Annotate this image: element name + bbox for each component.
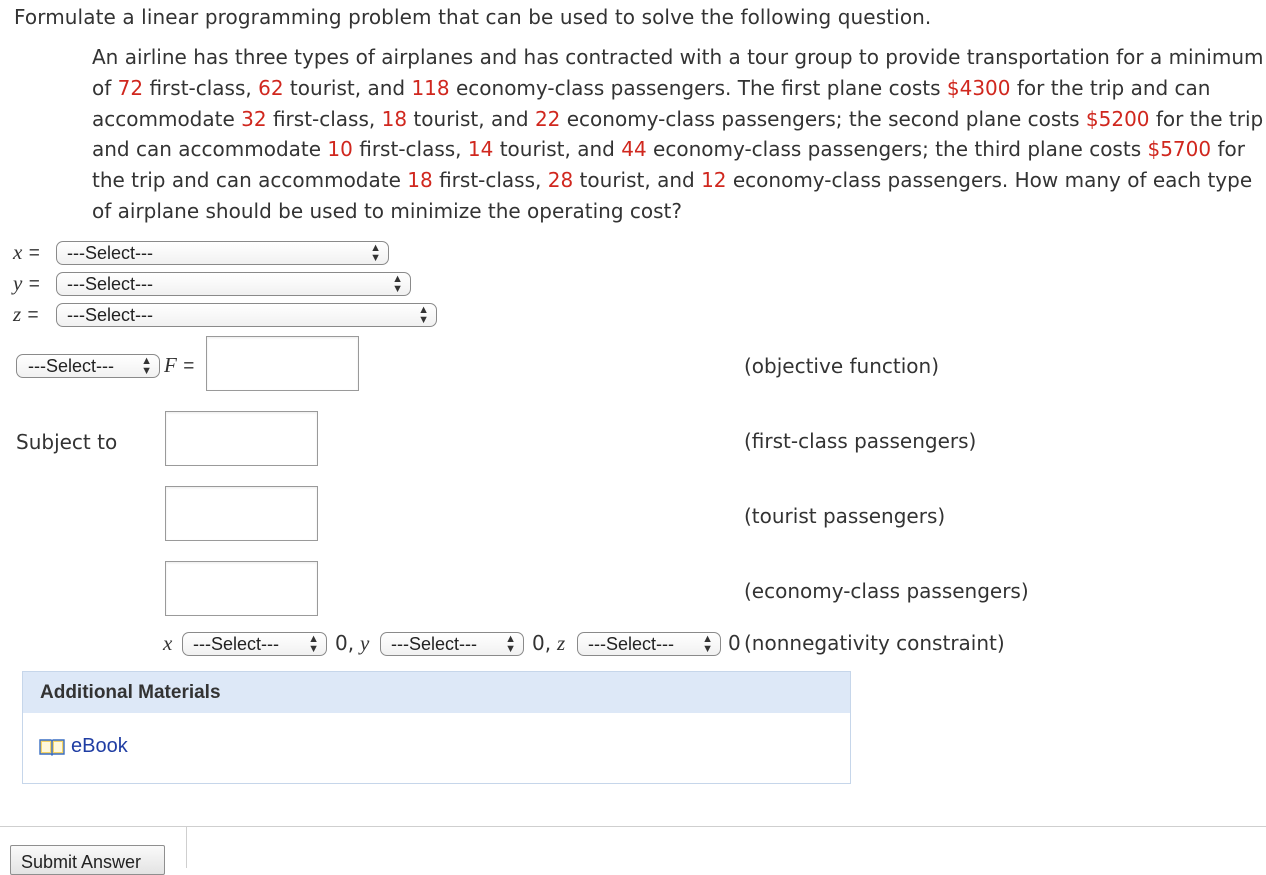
select-arrows-icon: ▲ ▼ <box>370 242 381 264</box>
problem-text: tourist, and <box>283 75 412 100</box>
constraint-tourist-input[interactable] <box>165 486 318 541</box>
problem-value: 22 <box>534 106 561 131</box>
nonneg-z-select[interactable] <box>577 632 721 656</box>
problem-value: 72 <box>117 75 144 100</box>
var-x-select[interactable] <box>56 241 389 265</box>
problem-text: for the trip and can accommodate <box>92 75 1211 131</box>
var-y-equals: = <box>28 274 40 295</box>
problem-value: 18 <box>407 168 433 193</box>
nonneg-y-select[interactable] <box>380 632 524 656</box>
objective-select-value: ---Select--- <box>28 356 114 376</box>
divider <box>0 826 1266 827</box>
problem-value: 14 <box>467 137 494 162</box>
problem-value: $5200 <box>1085 106 1150 131</box>
problem-text: for the trip and can accommodate <box>92 106 1264 162</box>
problem-text: first-class, <box>432 168 548 193</box>
problem-value: 62 <box>258 75 284 100</box>
problem-value: 10 <box>327 137 353 162</box>
var-z-symbol: z <box>13 302 22 326</box>
additional-materials-panel <box>22 671 851 784</box>
nonneg-zero-1: 0, <box>335 631 355 655</box>
nonneg-zero-2: 0, <box>532 631 552 655</box>
problem-value: 118 <box>411 75 450 100</box>
problem-value: 32 <box>241 106 267 131</box>
var-y-symbol: y <box>13 271 23 295</box>
select-arrows-icon: ▲ ▼ <box>141 355 152 377</box>
book-icon <box>39 737 65 757</box>
problem-value: 18 <box>381 106 408 131</box>
constraint-economy-input[interactable] <box>165 561 318 616</box>
problem-text: economy-class passengers; the third plane costs <box>646 137 1148 162</box>
var-z-equals: = <box>27 305 39 326</box>
problem-text: tourist, and <box>573 168 702 193</box>
objective-note: (objective function) <box>744 354 939 378</box>
problem-text: An airline has three types of airplanes and has contracted with a tour group to provide transportation for a minimum of <box>92 45 1264 100</box>
nonneg-x-select[interactable] <box>182 632 327 656</box>
var-y-row <box>13 271 40 296</box>
problem-value: 28 <box>547 168 574 193</box>
nonneg-x-symbol: x <box>163 631 173 655</box>
nonneg-z-select-value: ---Select--- <box>588 634 674 654</box>
var-x-row <box>13 240 40 265</box>
var-z-row <box>13 302 39 327</box>
var-z-select-value: ---Select--- <box>67 305 153 325</box>
var-y-select-value: ---Select--- <box>67 274 153 294</box>
submit-answer-button[interactable]: Submit Answer <box>10 845 165 875</box>
nonneg-note: (nonnegativity constraint) <box>744 631 1005 655</box>
divider-vertical <box>186 826 187 868</box>
select-arrows-icon: ▲ ▼ <box>392 273 403 295</box>
problem-text: economy-class passengers. How many of each type of airplane should be used to minimize the operating cost? <box>92 168 1253 223</box>
nonneg-x-select-value: ---Select--- <box>193 634 279 654</box>
problem-text: economy-class passengers; the second plane costs <box>560 106 1086 131</box>
nonneg-z-symbol: z <box>557 631 566 655</box>
select-arrows-icon: ▲ ▼ <box>505 633 516 655</box>
objective-label <box>164 353 194 378</box>
constraint-economy-note: (economy-class passengers) <box>744 579 1029 603</box>
var-y-select[interactable] <box>56 272 411 296</box>
problem-statement <box>92 42 1264 227</box>
additional-materials-header: Additional Materials <box>23 672 850 713</box>
problem-value: $5700 <box>1147 137 1212 162</box>
select-arrows-icon: ▲ ▼ <box>418 304 429 326</box>
problem-text: first-class, <box>266 106 382 131</box>
problem-value: 44 <box>621 137 647 162</box>
objective-symbol: F <box>164 353 177 377</box>
var-x-equals: = <box>28 243 40 264</box>
problem-text: first-class, <box>352 137 468 162</box>
problem-text: first-class, <box>143 75 259 100</box>
objective-equals: = <box>183 356 195 377</box>
nonneg-y-select-value: ---Select--- <box>391 634 477 654</box>
subject-to-label: Subject to <box>16 430 118 454</box>
problem-text: tourist, and <box>407 106 535 131</box>
var-x-select-value: ---Select--- <box>67 243 153 263</box>
ebook-link[interactable] <box>39 735 128 758</box>
objective-input[interactable] <box>206 336 359 391</box>
nonneg-y-symbol: y <box>360 631 370 655</box>
constraint-first-class-note: (first-class passengers) <box>744 429 977 453</box>
question-intro: Formulate a linear programming problem that can be used to solve the following question. <box>14 5 932 29</box>
problem-text: economy-class passengers. The first plane costs <box>449 75 947 100</box>
objective-select[interactable] <box>16 354 160 378</box>
constraint-tourist-note: (tourist passengers) <box>744 504 946 528</box>
var-z-select[interactable] <box>56 303 437 327</box>
problem-text: for the trip and can accommodate <box>92 137 1245 193</box>
select-arrows-icon: ▲ ▼ <box>702 633 713 655</box>
var-x-symbol: x <box>13 240 23 264</box>
problem-text: tourist, and <box>493 137 622 162</box>
ebook-label: eBook <box>71 735 128 757</box>
constraint-first-class-input[interactable] <box>165 411 318 466</box>
select-arrows-icon: ▲ ▼ <box>308 633 319 655</box>
problem-value: 12 <box>701 168 727 193</box>
problem-value: $4300 <box>946 75 1011 100</box>
nonneg-zero-3: 0 <box>728 631 741 655</box>
